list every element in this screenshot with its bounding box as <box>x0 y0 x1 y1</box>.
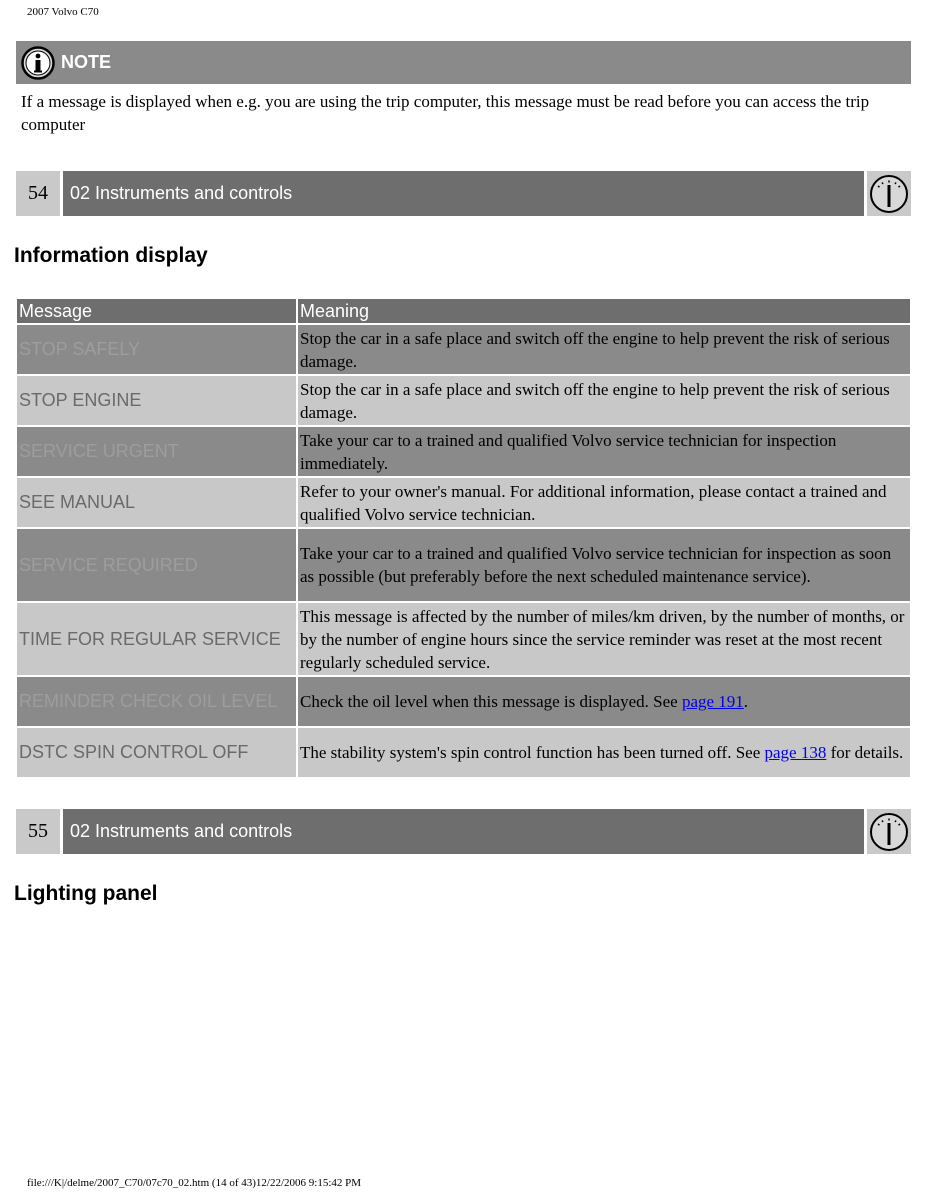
page-191-link[interactable]: page 191 <box>681 692 744 711</box>
message-cell: STOP ENGINE <box>17 376 296 425</box>
document-title: 2007 Volvo C70 <box>27 6 99 18</box>
message-table <box>15 297 912 779</box>
meaning-text: The stability system's spin control function has been turned off. See <box>300 743 765 762</box>
column-header-message: Message <box>17 299 296 323</box>
meaning-cell: Stop the car in a safe place and switch off the engine to help prevent the risk of serious damage. <box>298 376 910 425</box>
message-cell: TIME FOR REGULAR SERVICE <box>17 603 296 675</box>
table-row <box>17 728 910 777</box>
section-title: 02 Instruments and controls <box>63 171 864 216</box>
heading-information-display: Information display <box>14 244 208 267</box>
table-row <box>17 677 910 726</box>
message-cell: STOP SAFELY <box>17 325 296 374</box>
message-cell: DSTC SPIN CONTROL OFF <box>17 728 296 777</box>
table-row <box>17 376 910 425</box>
info-icon <box>21 46 55 80</box>
section-header-55 <box>16 809 911 854</box>
page-number: 54 <box>16 171 60 216</box>
meaning-cell: Refer to your owner's manual. For additional information, please contact a trained and qualified Volvo service technician. <box>298 478 910 527</box>
page-138-link[interactable]: page 138 <box>764 743 827 762</box>
table-row <box>17 325 910 374</box>
table-row <box>17 529 910 601</box>
meaning-text: . <box>743 692 749 711</box>
gauge-icon <box>867 171 911 216</box>
meaning-cell: Stop the car in a safe place and switch off the engine to help prevent the risk of serious damage. <box>298 325 910 374</box>
note-text: If a message is displayed when e.g. you are using the trip computer, this message must be read before you can access the trip computer <box>21 92 870 134</box>
message-cell: SERVICE REQUIRED <box>17 529 296 601</box>
section-title: 02 Instruments and controls <box>63 809 864 854</box>
meaning-cell: Take your car to a trained and qualified Volvo service technician for inspection as soon as possible (but preferably before the next scheduled maintenance service). <box>298 529 910 601</box>
table-header-row <box>17 299 910 323</box>
meaning-text: Check the oil level when this message is displayed. See <box>300 692 682 711</box>
meaning-cell <box>298 677 910 726</box>
table-row <box>17 427 910 476</box>
table-row <box>17 603 910 675</box>
meaning-cell: This message is affected by the number of miles/km driven, by the number of months, or by the number of engine hours since the service reminder was reset at the most recent regularly scheduled service. <box>298 603 910 675</box>
footer-file-path: file:///K|/delme/2007_C70/07c70_02.htm (14 of 43)12/22/2006 9:15:42 PM <box>27 1177 362 1189</box>
table-row <box>17 478 910 527</box>
gauge-icon <box>867 809 911 854</box>
meaning-cell: Take your car to a trained and qualified Volvo service technician for inspection immediately. <box>298 427 910 476</box>
note-banner <box>16 41 911 84</box>
meaning-cell <box>298 728 910 777</box>
meaning-text: for details. <box>826 743 904 762</box>
note-title: NOTE <box>61 52 112 72</box>
section-header-54 <box>16 171 911 216</box>
message-cell: SERVICE URGENT <box>17 427 296 476</box>
page-number: 55 <box>16 809 60 854</box>
message-cell: REMINDER CHECK OIL LEVEL <box>17 677 296 726</box>
message-cell: SEE MANUAL <box>17 478 296 527</box>
column-header-meaning: Meaning <box>298 299 910 323</box>
heading-lighting-panel: Lighting panel <box>14 882 158 905</box>
